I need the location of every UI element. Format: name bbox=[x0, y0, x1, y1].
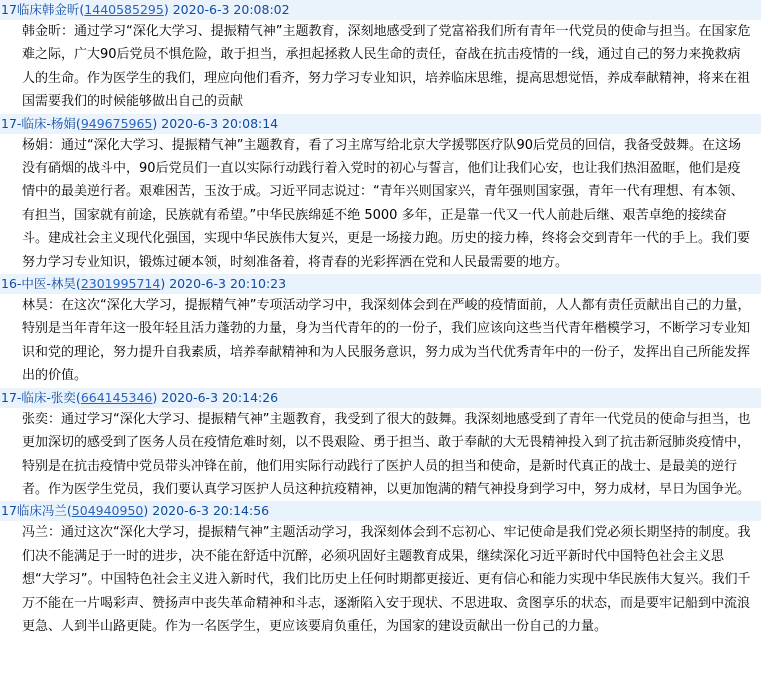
sender-name: 17临床冯兰( bbox=[1, 503, 72, 519]
sender-qq-link[interactable]: 1440585295 bbox=[84, 2, 164, 17]
sender-close-paren: ) bbox=[160, 276, 166, 292]
sender-qq-link[interactable]: 504940950 bbox=[71, 503, 144, 519]
sender-qq-link[interactable]: 949675965 bbox=[80, 115, 153, 131]
message-text: 林昊：在这次“深化大学习，提振精气神”专项活动学习中，我深刻体会到在严峻的疫情面前，人人都有责任贡献出自己的力量，特别是当年青年这一股年轻且活力蓬勃的力量，身为当代青年的的一份子，我们应该向这些当代青年楷模学习，不断学习专业知识和党的理论，努力提升自我素质，培养奉献精神和为人民服务意识，努力成为当代优秀青年中的一份子，发挥出自己所能发挥出的价值。 bbox=[22, 298, 751, 384]
message-time: 2020-6-3 20:14:26 bbox=[161, 389, 279, 405]
chat-message bbox=[0, 501, 761, 638]
message-text: 张奕：通过学习“深化大学习、提振精气神”主题教育，我受到了很大的鼓舞。我深刻地感受到了青年一代党员的使命与担当，也更加深切的感受到了医务人员在疫情危难时刻，以不畏艰险、勇于担当、敢于奉献的大无畏精神投入到了抗击新冠肺炎疫情中，特别是在抗击疫情中党员带头冲锋在前，他们用实际行动践行了医护人员的担当和使命，是新时代真正的战士、是最美的逆行者。作为医学生党员，我们要认真学习医护人员这种抗疫精神，以更加饱满的精气神投身到学习中，努力成材，早日为国争光。 bbox=[22, 411, 751, 497]
sender-name: 17临床韩金昕( bbox=[1, 2, 85, 17]
sender-name: 17-临床-张奕( bbox=[1, 389, 81, 405]
message-header bbox=[0, 0, 761, 20]
chat-message bbox=[0, 388, 761, 502]
message-time: 2020-6-3 20:08:14 bbox=[161, 115, 279, 131]
message-time: 2020-6-3 20:14:56 bbox=[152, 503, 270, 519]
message-header bbox=[0, 501, 761, 521]
message-text: 杨娟：通过“深化大学习、提振精气神”主题教育，看了习主席写给北京大学援鄂医疗队90后党员的回信，我备受鼓舞。在这场没有硝烟的战斗中，90后党员们一直以实际行动践行着入党时的初心与誓言，他们让我们心安，也让我们热泪盈眶，他们是疫情中的最美逆行者。艰难困苦，玉汝于成。习近平同志说过：“青年兴则国家兴，青年强则国家强，青年一代有理想、有本领、有担当，国家就有前途，民族就有希望。”中华民族绵延不绝 5000 多年，正是靠一代又一代人前赴后继、艰苦卓绝的接续奋斗。建成社会主义现代化强国，实现中华民族伟大复兴，更是一场接力跑。历史的接力棒，终将会交到青年一代的手上。我们要努力学习专业知识，锻炼过硬本领，时刻准备着，将青春的光彩挥洒在党和人民最需要的地方。 bbox=[22, 137, 751, 270]
sender-close-paren: ) bbox=[163, 2, 169, 17]
chat-message bbox=[0, 114, 761, 274]
message-header bbox=[0, 114, 761, 134]
sender-qq-link[interactable]: 2301995714 bbox=[80, 276, 161, 292]
message-time: 2020-6-3 20:10:23 bbox=[169, 276, 287, 292]
sender-close-paren: ) bbox=[152, 115, 158, 131]
chat-message bbox=[0, 0, 761, 114]
message-header bbox=[0, 274, 761, 294]
chat-message bbox=[0, 274, 761, 388]
sender-name: 17-临床-杨娟( bbox=[1, 115, 81, 131]
sender-close-paren: ) bbox=[152, 389, 158, 405]
message-text: 冯兰：通过这次“深化大学习，提振精气神”主题活动学习，我深刻体会到不忘初心、牢记使命是我们党必须长期坚持的制度。我们决不能满足于一时的进步，决不能在舒适中沉醉，必须巩固好主题教育成果，继续深化习近平新时代中国特色社会主义思想“大学习”。中国特色社会主义进入新时代，我们比历史上任何时期都更接近、更有信心和能力实现中华民族伟大复兴。我们千万不能在一片喝彩声、赞扬声中丧失革命精神和斗志，逐渐陷入安于现状、不思进取、贪图享乐的状态，而是要牢记船到中流浪更急、人到半山路更陡。作为一名医学生，更应该要肩负重任，为国家的建设贡献出一份自己的力量。 bbox=[22, 525, 751, 634]
sender-name: 16-中医-林昊( bbox=[1, 276, 81, 292]
message-text: 韩金昕：通过学习“深化大学习、提振精气神”主题教育，深刻地感受到了党富裕我们所有青年一代党员的使命与担当。在国家危难之际，广大90后党员不惧危险，敢于担当，承担起拯救人民生命的责任，奋战在抗击疫情的一线，通过自己的努力来挽救病人的生命。作为医学生的我们，理应向他们看齐，努力学习专业知识，培养临床思维，提高思想觉悟，养成奉献精神，将来在祖国需要我们的时候能够做出自己的贡献 bbox=[22, 24, 751, 110]
sender-close-paren: ) bbox=[143, 503, 149, 519]
message-time: 2020-6-3 20:08:02 bbox=[172, 2, 290, 17]
message-header bbox=[0, 388, 761, 408]
sender-qq-link[interactable]: 664145346 bbox=[80, 389, 153, 405]
